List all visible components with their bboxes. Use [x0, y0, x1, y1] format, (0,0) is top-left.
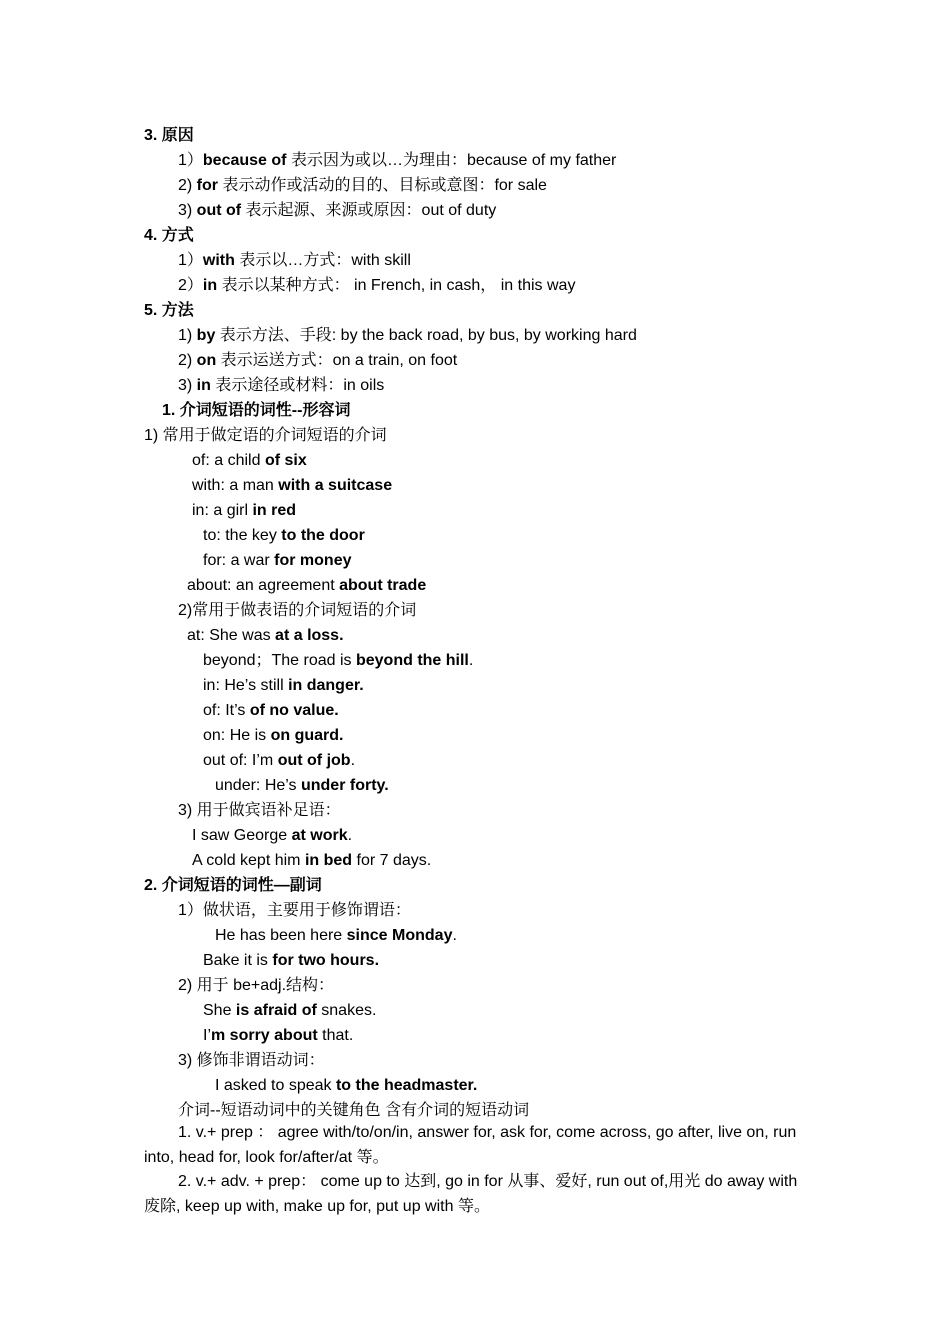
bold-text: of six — [264, 452, 307, 469]
bold-text: in danger. — [288, 677, 364, 694]
text: 3) — [178, 377, 197, 394]
text-line — [203, 676, 364, 696]
bold-text: of no value. — [249, 702, 339, 719]
bold-text: with a suitcase — [278, 477, 393, 494]
text: for: a war — [203, 552, 275, 569]
text-line — [192, 826, 352, 846]
text: 1) — [178, 327, 197, 344]
bold-text: 2. 介词短语的词性—副词 — [144, 877, 322, 894]
text: 表示起源、来源或原因：out of duty — [241, 202, 497, 219]
text: . — [347, 827, 353, 844]
bold-text: at work — [291, 827, 348, 844]
text-line — [178, 376, 384, 396]
text-line — [178, 251, 411, 271]
text: on: He is — [203, 727, 271, 744]
text-line — [162, 401, 350, 421]
text: beyond；The road is — [203, 652, 356, 669]
paragraph-v-prep: 1. v.+ prep ： agree with/to/on/in, answer for, ask for, come across, go after, live on, run into, head for, look for/after/at 等。 — [144, 1124, 797, 1166]
text-line — [178, 201, 496, 221]
text: to: the key — [203, 527, 282, 544]
text-line — [178, 276, 575, 296]
text-line — [203, 1026, 353, 1046]
paragraph-v-adv-prep: 2. v.+ adv. + prep： come up to 达到, go in for 从事、爱好, run out of,用光 do away with 废除, keep up with, make up for, put up with 等。 — [144, 1173, 798, 1215]
text: I asked to speak — [215, 1077, 336, 1094]
text: under: He’s — [215, 777, 301, 794]
text: 表示途径或材料：in oils — [210, 377, 385, 394]
text: 1） — [178, 152, 203, 169]
text: 介词--短语动词中的关键角色 含有介词的短语动词 — [178, 1102, 530, 1119]
text: She — [203, 1002, 236, 1019]
text: that. — [317, 1027, 354, 1044]
text: in: He’s still — [203, 677, 289, 694]
text-line — [215, 776, 389, 796]
text: 表示以…方式：with skill — [234, 252, 411, 269]
bold-text: for money — [274, 552, 352, 569]
text-line — [203, 726, 343, 746]
bold-text: 4. 方式 — [144, 227, 194, 244]
text: . — [350, 752, 356, 769]
text-line — [187, 626, 344, 646]
text-line — [178, 326, 637, 346]
text-line — [215, 1076, 477, 1096]
text-line — [178, 976, 334, 996]
bold-text: out of job — [277, 752, 351, 769]
text-line — [203, 1001, 376, 1021]
text-line — [178, 601, 416, 621]
text-line — [192, 476, 392, 496]
bold-text: out of — [196, 202, 242, 219]
text: Bake it is — [203, 952, 273, 969]
bold-text: m sorry about — [211, 1027, 318, 1044]
bold-text: in — [202, 277, 218, 294]
text-line — [192, 851, 431, 871]
text-line — [203, 701, 339, 721]
bold-text: about trade — [339, 577, 427, 594]
text: 表示运送方式：on a train, on foot — [216, 352, 458, 369]
text-line — [144, 426, 387, 446]
bold-text: on — [196, 352, 217, 369]
bold-text: in red — [252, 502, 297, 519]
text: 表示方法、手段: by the back road, by bus, by working hard — [215, 327, 637, 344]
text: of: a child — [192, 452, 265, 469]
text: I’ — [203, 1027, 211, 1044]
bold-text: with — [202, 252, 235, 269]
text-line — [178, 176, 547, 196]
text: 2） — [178, 277, 203, 294]
bold-text: under forty. — [300, 777, 389, 794]
text-line — [187, 576, 426, 596]
bold-text: by — [196, 327, 216, 344]
text: 表示以某种方式： in French, in cash， in this way — [217, 277, 576, 294]
text: . — [468, 652, 474, 669]
bold-text: on guard. — [270, 727, 344, 744]
text-line — [203, 751, 355, 771]
bold-text: to the door — [281, 527, 365, 544]
text: 1) 常用于做定语的介词短语的介词 — [144, 427, 387, 444]
text-line — [178, 901, 411, 921]
bold-text: is afraid of — [235, 1002, 317, 1019]
text: 1） — [178, 252, 203, 269]
text-line — [144, 301, 194, 321]
text-line — [203, 951, 379, 971]
text-line — [192, 451, 307, 471]
text: 3) 用于做宾语补足语： — [178, 802, 341, 819]
bold-text: 3. 原因 — [144, 127, 194, 144]
text: 3) — [178, 202, 197, 219]
text: 2) 用于 be+adj.结构： — [178, 977, 335, 994]
text-line — [178, 1101, 529, 1121]
bold-text: in — [196, 377, 211, 394]
text: 表示因为或以…为理由：because of my father — [286, 152, 617, 169]
text-line — [203, 651, 473, 671]
text: 2) — [178, 352, 197, 369]
text-line — [178, 351, 457, 371]
bold-text: at a loss. — [275, 627, 344, 644]
text-line — [203, 526, 365, 546]
text-line — [192, 501, 296, 521]
text: with: a man — [192, 477, 279, 494]
text: 2) — [178, 177, 197, 194]
text: of: It’s — [203, 702, 250, 719]
text: in: a girl — [192, 502, 253, 519]
bold-text: for two hours. — [272, 952, 380, 969]
bold-text: because of — [202, 152, 287, 169]
text: snakes. — [316, 1002, 377, 1019]
bold-text: 1. 介词短语的词性--形容词 — [162, 402, 351, 419]
text-line — [144, 876, 322, 896]
bold-text: for — [196, 177, 218, 194]
text-line — [144, 226, 194, 246]
text: 表示动作或活动的目的、目标或意图：for sale — [218, 177, 547, 194]
text: . — [452, 927, 457, 944]
text: out of: I’m — [203, 752, 278, 769]
text: for 7 days. — [352, 852, 432, 869]
text: about: an agreement — [187, 577, 340, 594]
bold-text: in bed — [304, 852, 353, 869]
text: 1）做状语，主要用于修饰谓语： — [178, 902, 411, 919]
text: 2)常用于做表语的介词短语的介词 — [178, 602, 417, 619]
bold-text: to the headmaster. — [335, 1077, 478, 1094]
text: He has been here — [215, 927, 347, 944]
text: at: She was — [187, 627, 276, 644]
text-line — [178, 801, 341, 821]
text: I saw George — [192, 827, 292, 844]
bold-text: since Monday — [346, 927, 453, 944]
text-line — [215, 926, 457, 946]
text-line — [203, 551, 351, 571]
text: 3) 修饰非谓语动词： — [178, 1052, 325, 1069]
text-line — [144, 126, 194, 146]
bold-text: beyond the hill — [355, 652, 469, 669]
text: A cold kept him — [192, 852, 305, 869]
text-line — [178, 151, 616, 171]
text-line — [178, 1051, 325, 1071]
bold-text: 5. 方法 — [144, 302, 194, 319]
